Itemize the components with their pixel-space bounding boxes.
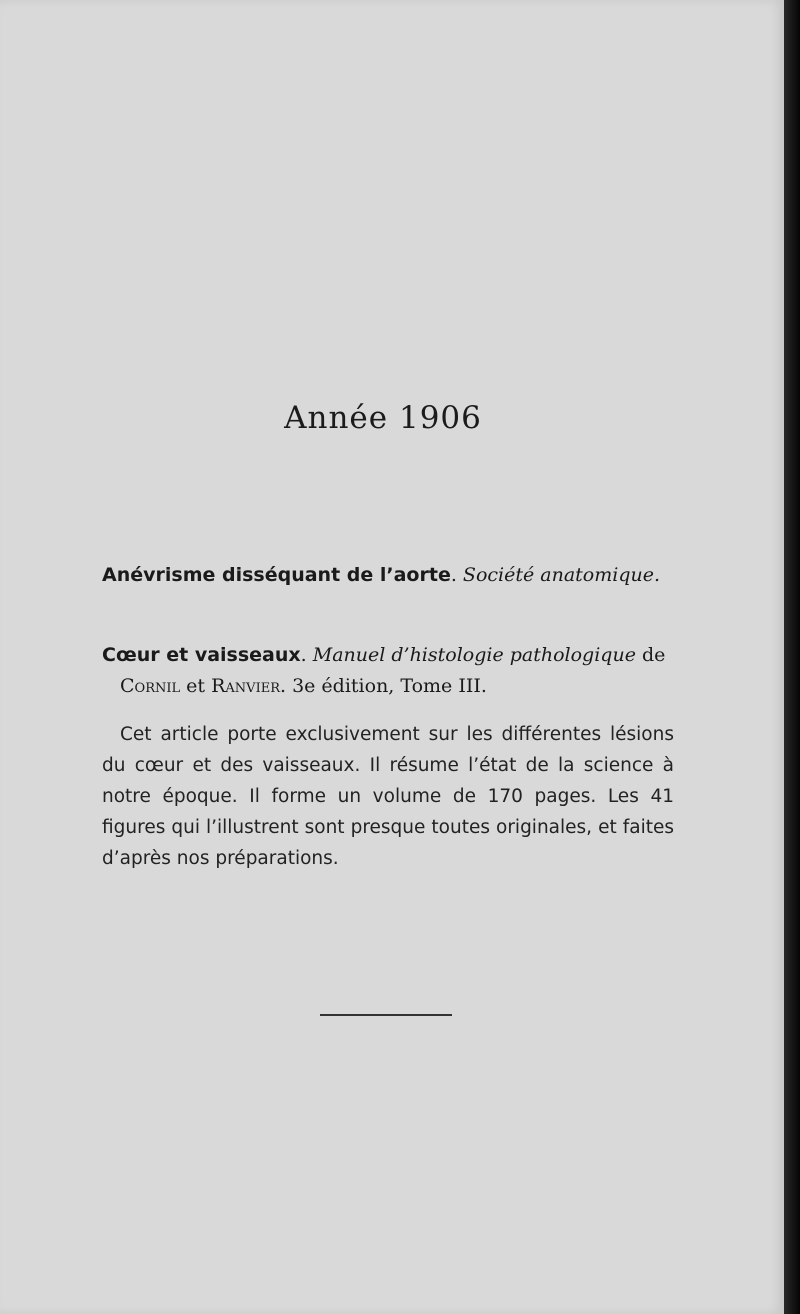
year-heading: Année 1906 [284, 400, 482, 436]
entry-title: Anévrisme disséquant de l’aorte [102, 564, 451, 586]
bibliography-entry-heart-vessels [102, 640, 682, 702]
entry-source: Manuel d’histologie pathologique [312, 644, 636, 666]
entry-title: Cœur et vaisseaux [102, 644, 301, 666]
entry-separator: . [300, 644, 313, 666]
entry-source: Société anatomique. [462, 564, 661, 586]
entry-separator: . [450, 564, 463, 586]
author-ranvier: Ranvier [211, 675, 280, 697]
entry-authors-line [102, 671, 682, 702]
section-end-rule [320, 1014, 452, 1016]
page-edge-shadow [784, 0, 800, 1314]
bibliography-entry-aneurysm [102, 560, 682, 591]
author-conjunction: et [180, 675, 212, 697]
edition-info: . 3e édition, Tome III. [279, 675, 487, 697]
entry-summary-paragraph: Cet article porte exclusivement sur les différentes lésions du cœur et des vaisseaux. Il résume l’état de la science à notre époque. Il forme un volume de 170 pages. Les 41 figures qui l’illustrent sont presque toutes originales, et faites d’après nos préparations. [102, 724, 674, 869]
entry-source-tail: de [635, 644, 666, 666]
author-cornil: Cornil [120, 675, 181, 697]
